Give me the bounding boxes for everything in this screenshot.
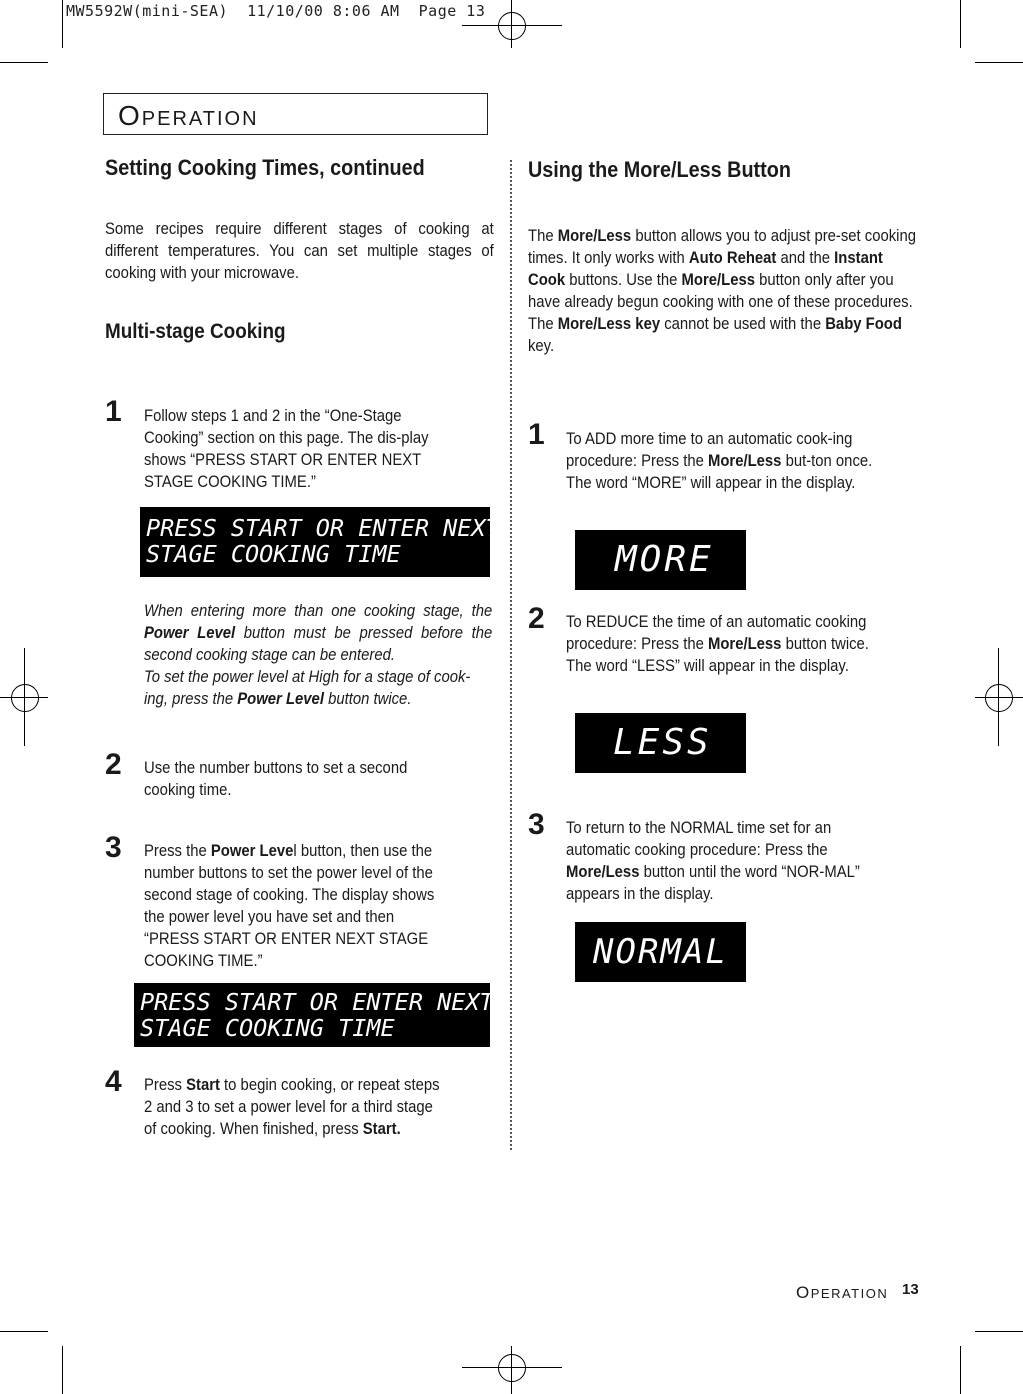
footer-section-label: OPERATION [796, 1283, 889, 1302]
page-number: 13 [902, 1281, 919, 1298]
display-press-start-1: PRESS START OR ENTER NEXT STAGE COOKING TIME [140, 507, 490, 577]
step-number: 3 [105, 831, 122, 864]
left-intro: Some recipes require different stages of cooking at different temperatures. You can set multiple stages of cooking with your microwave. [105, 220, 494, 282]
left-step1-text: Follow steps 1 and 2 in the “One-Stage Cooking” section on this page. The dis-play shows “PRESS START OR ENTER NEXT STAGE COOKING TIME.” [144, 407, 429, 491]
left-step3-text: Press the Power Level button, then use the number buttons to set the power level of the second stage of cooking. The display shows the power level you have set and then “PRESS START OR ENTER NEXT STAGE COOKING TIME.” [144, 842, 435, 970]
right-intro: The More/Less button allows you to adjust pre-set cooking times. It only works with Auto Reheat and the Instant Cook buttons. Use the More/Less button only after you have already begun cooking with one of these procedures. The More/Less key cannot be used with the Baby Food key. [528, 227, 916, 355]
section-title: OPERATION [118, 100, 259, 131]
print-header: MW5592W(mini-SEA) 11/10/00 8:06 AM Page 13 [66, 2, 486, 20]
left-heading: Setting Cooking Times, continued [105, 155, 425, 180]
step-number: 1 [105, 395, 122, 428]
right-step1-text: To ADD more time to an automatic cook-ing procedure: Press the More/Less but-ton once. The word “MORE” will appear in the display. [566, 430, 873, 492]
display-less: LESS [575, 713, 746, 773]
step-number: 3 [528, 808, 545, 841]
step-number: 2 [105, 748, 122, 781]
left-step2-text: Use the number buttons to set a second cooking time. [144, 759, 408, 799]
multi-stage-heading: Multi-stage Cooking [105, 320, 286, 343]
right-step3-text: To return to the NORMAL time set for an automatic cooking procedure: Press the More/Less button until the word “NOR-MAL” appears in the display. [566, 819, 860, 903]
note-power-level: When entering more than one cooking stage, the Power Level button must be pressed before the second cooking stage can be entered. [144, 602, 493, 664]
right-heading: Using the More/Less Button [528, 157, 791, 182]
step-number: 2 [528, 602, 545, 635]
display-press-start-2: PRESS START OR ENTER NEXT STAGE COOKING TIME [134, 983, 490, 1047]
step-number: 4 [105, 1065, 122, 1098]
step-number: 1 [528, 418, 545, 451]
left-step4-text: Press Start to begin cooking, or repeat steps 2 and 3 to set a power level for a third stage of cooking. When finished, press Start. [144, 1076, 440, 1138]
column-divider [510, 160, 512, 1150]
note-high-power: To set the power level at High for a stage of cook-ing, press the Power Level button twice. [144, 668, 471, 708]
display-normal: NORMAL [575, 922, 746, 982]
display-more: MORE [575, 530, 746, 590]
right-step2-text: To REDUCE the time of an automatic cooking procedure: Press the More/Less button twice. The word “LESS” will appear in the display. [566, 613, 869, 675]
